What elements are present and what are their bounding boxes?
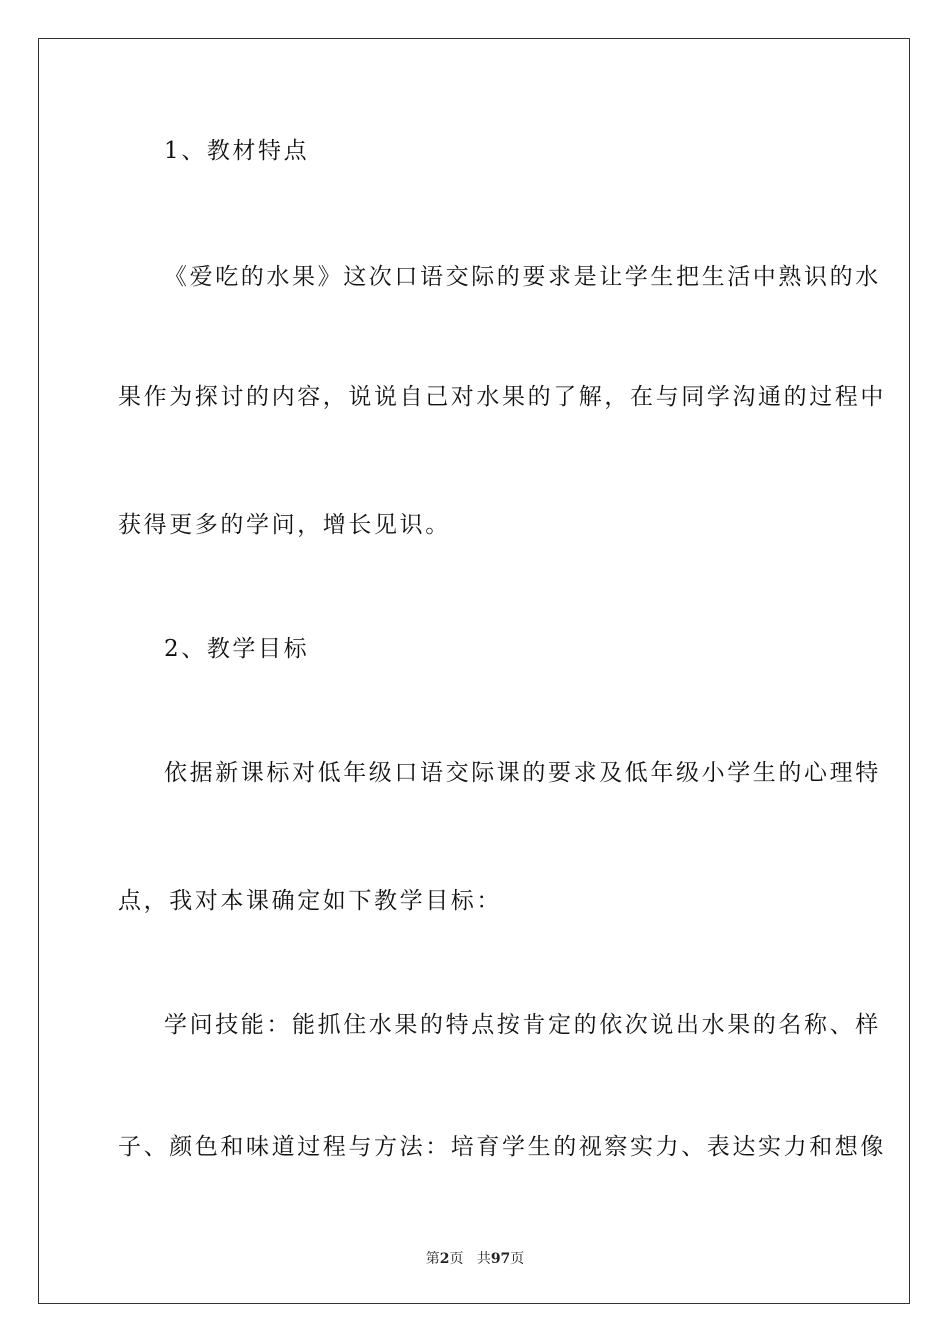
footer-total-suffix: 页 — [510, 1251, 525, 1267]
heading-teaching-goals: 2、教学目标 — [164, 636, 310, 662]
paragraph-line-1: 《爱吃的水果》这次口语交际的要求是让学生把生活中熟识的水 — [164, 264, 881, 290]
paragraph-line-2: 果作为探讨的内容，说说自己对水果的了解，在与同学沟通的过程中 — [118, 384, 886, 410]
paragraph-line-4: 依据新课标对低年级口语交际课的要求及低年级小学生的心理特 — [164, 760, 881, 786]
paragraph-line-5: 点，我对本课确定如下教学目标： — [118, 888, 502, 914]
footer-page-suffix: 页 — [449, 1251, 464, 1267]
heading-textbook-features: 1、教材特点 — [164, 138, 310, 164]
footer-page-prefix: 第 — [425, 1251, 440, 1267]
footer-page-number: 2 — [439, 1251, 450, 1267]
paragraph-line-7: 子、颜色和味道过程与方法：培育学生的视察实力、表达实力和想像 — [118, 1134, 886, 1160]
page-footer — [0, 1248, 950, 1268]
paragraph-line-3: 获得更多的学问，增长见识。 — [118, 512, 451, 538]
page-border — [38, 38, 910, 1304]
footer-total-pages: 97 — [490, 1251, 511, 1267]
paragraph-line-6: 学问技能：能抓住水果的特点按肯定的依次说出水果的名称、样 — [164, 1012, 881, 1038]
footer-total-prefix: 共 — [476, 1251, 491, 1267]
